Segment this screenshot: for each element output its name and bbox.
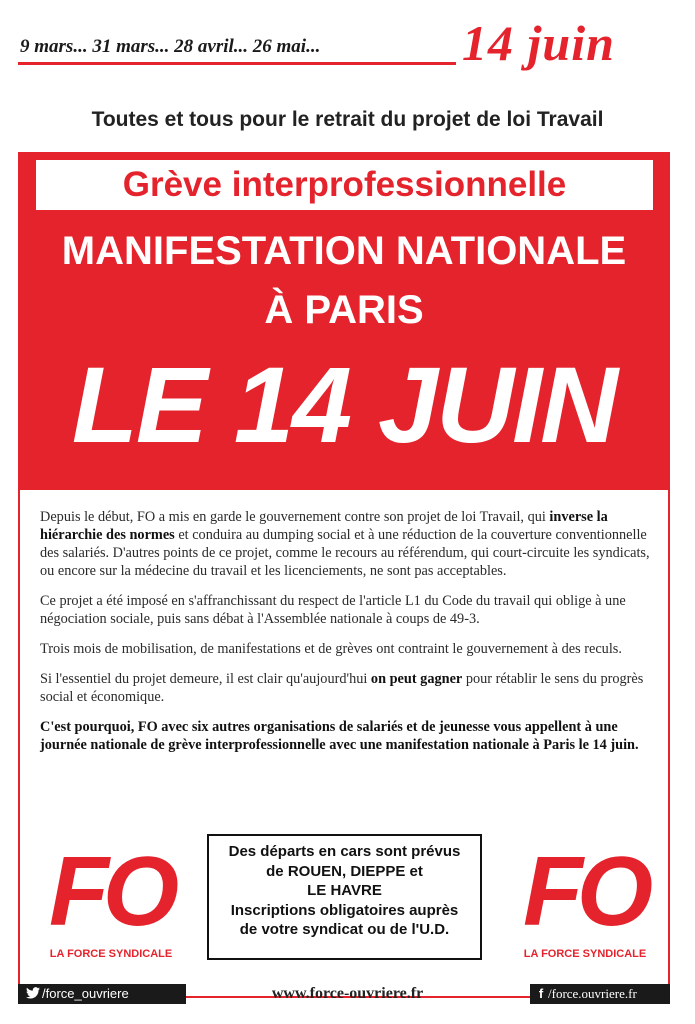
- facebook-handle[interactable]: [530, 984, 670, 1004]
- info-line-4: Inscriptions obligatoires auprès: [230, 901, 459, 919]
- bus-info-box: [207, 834, 482, 960]
- fo-logo-tagline: LA FORCE SYNDICALE: [49, 948, 173, 960]
- paragraph-5: [40, 718, 652, 754]
- website-link[interactable]: www.force-ouvriere.fr: [271, 985, 424, 1002]
- subtitle: Toutes et tous pour le retrait du projet de loi Travail: [91, 108, 604, 131]
- fo-logo-left: [36, 836, 186, 966]
- p4-text-c: pour rétablir le sens du progrès social et économique.: [40, 671, 644, 705]
- paragraph-1: [40, 508, 652, 580]
- body-text: [40, 508, 652, 766]
- p4-emphasis: on peut gagner: [370, 671, 463, 687]
- footer: [0, 984, 695, 1008]
- info-line-2: de ROUEN, DIEPPE et: [266, 862, 423, 880]
- info-line-3: LE HAVRE: [307, 882, 382, 899]
- p1-text-a: Depuis le début, FO a mis en garde le gouvernement contre son projet de loi Travail, qui: [40, 509, 550, 525]
- fo-logo-mark: FO: [48, 836, 174, 946]
- event-date: LE 14 JUIN: [71, 344, 617, 465]
- manifestation-title: MANIFESTATION NATIONALE: [61, 229, 627, 273]
- dates-row: [18, 14, 678, 74]
- manifestation-location: À PARIS: [264, 288, 424, 332]
- info-line-1: Des départs en cars sont prévus: [228, 843, 461, 860]
- paragraph-3: Trois mois de mobilisation, de manifestations et de grèves ont contraint le gouvernement à des reculs.: [40, 641, 622, 657]
- p1-emphasis: inverse la hiérarchie des normes: [40, 509, 608, 543]
- facebook-handle-text: /force.ouvriere.fr: [548, 986, 637, 1001]
- strike-title: Grève interprofessionnelle: [36, 160, 653, 210]
- fo-logo-tagline: LA FORCE SYNDICALE: [523, 948, 647, 960]
- twitter-handle-text: /force_ouvriere: [42, 986, 129, 1001]
- fo-logo-mark: FO: [522, 836, 648, 946]
- previous-dates: 9 mars... 31 mars... 28 avril... 26 mai...: [20, 36, 321, 57]
- highlight-date: 14 juin: [462, 15, 615, 71]
- p5-emphasis: C'est pourquoi, FO avec six autres organisations de salariés et de jeunesse vous appellent à une journée nationale de grève interprofessionnelle avec une manifestation nationale à Paris le 14 juin.: [40, 719, 639, 753]
- fo-logo-right: [510, 836, 660, 966]
- dates-underline: [18, 62, 456, 65]
- p4-text-a: Si l'essentiel du projet demeure, il est clair qu'aujourd'hui: [40, 671, 371, 687]
- paragraph-2: Ce projet a été imposé en s'affranchissant du respect de l'article L1 du Code du travail qui oblige à une négociation sociale, puis sans débat à l'Assemblée nationale à coups de 49-3.: [40, 593, 626, 627]
- p1-text-c: et conduira au dumping social et à une réduction de la couverture conventionnelle des salariés. D'autres points de ce projet, comme le recours au référendum, qui court-circuite les syndicats, ou encore sur la médecine du travail et les licenciements, ne sont pas acceptables.: [40, 527, 650, 579]
- info-line-5: de votre syndicat ou de l'U.D.: [239, 921, 450, 938]
- facebook-f-icon: f: [538, 986, 544, 1001]
- paragraph-4: [40, 670, 652, 706]
